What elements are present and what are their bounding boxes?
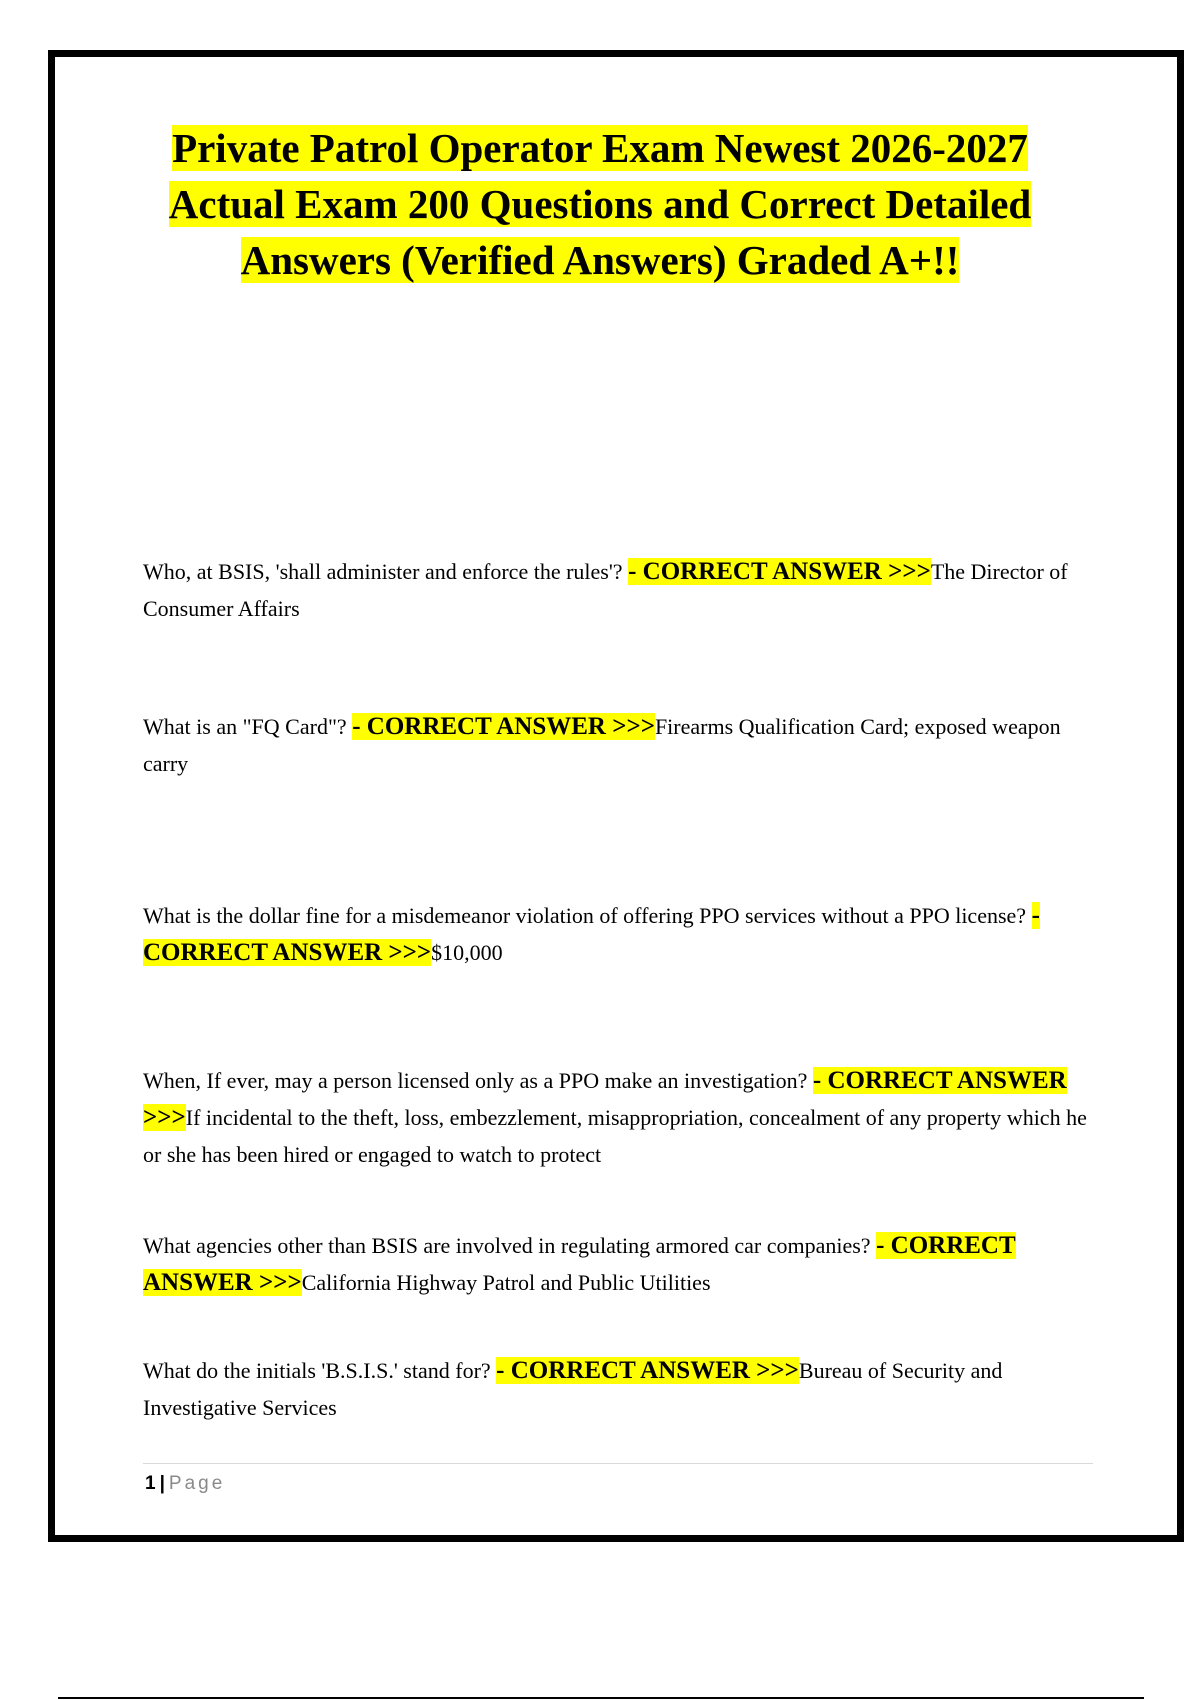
qa-item-4 [143, 1062, 1093, 1173]
question-text: What agencies other than BSIS are involved in regulating armored car companies? [143, 1233, 877, 1258]
title-line-1: Private Patrol Operator Exam Newest 2026-2027 [172, 125, 1028, 171]
answer-text: $10,000 [431, 940, 503, 965]
question-text: Who, at BSIS, 'shall administer and enforce the rules'? [143, 559, 629, 584]
page-footer [145, 1470, 225, 1498]
answer-text: Bureau of Security and Investigative Services [143, 1358, 1003, 1420]
qa-item-6 [143, 1352, 1093, 1426]
answer-text: If incidental to the theft, loss, embezzlement, misappropriation, concealment of any property which he or she has been hired or engaged to watch to protect [143, 1105, 1087, 1167]
correct-answer-tag: - CORRECT ANSWER >>> [628, 558, 931, 585]
title-line-2: Actual Exam 200 Questions and Correct Detailed [168, 181, 1032, 227]
document-title [100, 120, 1100, 288]
correct-answer-tag: - CORRECT ANSWER >>> [496, 1357, 799, 1384]
footer-divider [143, 1463, 1093, 1464]
correct-answer-tag: - CORRECT ANSWER >>> [143, 1067, 1067, 1131]
footer-separator: | [159, 1473, 165, 1494]
qa-item-3 [143, 897, 1093, 971]
qa-item-2 [143, 708, 1093, 782]
answer-text: California Highway Patrol and Public Utilities [301, 1270, 711, 1295]
bottom-divider [58, 1697, 1144, 1699]
answer-text: Firearms Qualification Card; exposed weapon carry [143, 714, 1061, 776]
page-label: Page [168, 1473, 226, 1494]
title-line-3: Answers (Verified Answers) Graded A+!! [240, 237, 960, 283]
question-text: When, If ever, may a person licensed only as a PPO make an investigation? [143, 1068, 813, 1093]
question-text: What is an "FQ Card"? [143, 714, 353, 739]
correct-answer-tag: - CORRECT ANSWER >>> [143, 1232, 1016, 1296]
question-text: What do the initials 'B.S.I.S.' stand for? [143, 1358, 497, 1383]
answer-text: The Director of Consumer Affairs [143, 559, 1068, 621]
page-number: 1 [145, 1473, 156, 1494]
correct-answer-tag: - CORRECT ANSWER >>> [352, 713, 655, 740]
question-text: What is the dollar fine for a misdemeanor violation of offering PPO services without a PPO license? [143, 903, 1032, 928]
qa-item-5 [143, 1227, 1093, 1301]
qa-item-1 [143, 553, 1093, 627]
correct-answer-tag: - CORRECT ANSWER >>> [143, 902, 1040, 966]
